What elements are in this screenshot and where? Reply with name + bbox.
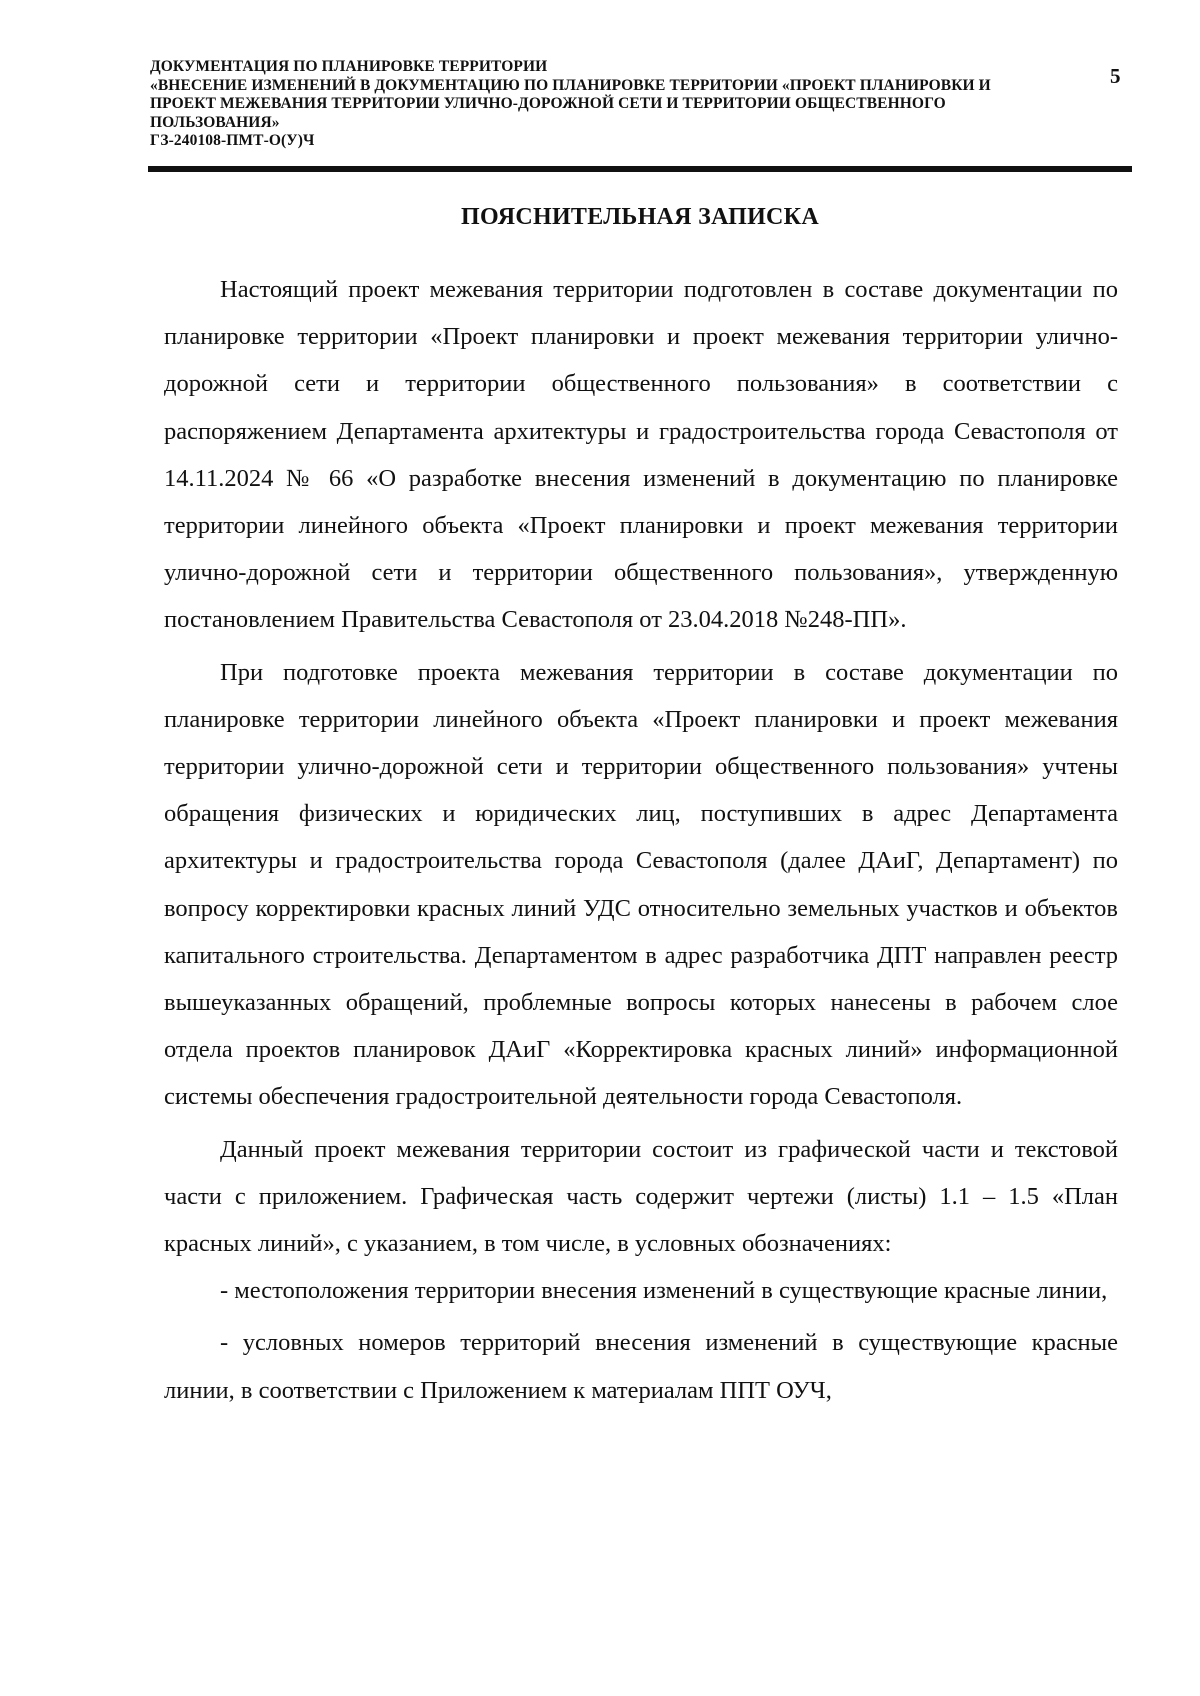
document-code: ГЗ-240108-ПМТ-О(У)Ч <box>150 132 315 149</box>
document-body <box>164 266 1118 1414</box>
header-divider <box>148 166 1132 172</box>
header-line: ДОКУМЕНТАЦИЯ ПО ПЛАНИРОВКЕ ТЕРРИТОРИИ <box>150 58 548 75</box>
paragraph: Настоящий проект межевания территории подготовлен в составе документации по планировке территории «Проект планировки и проект межевания территории улично-дорожной сети и территории общественного пользования» в соответствии с распоряжением Департамента архитектуры и градостроительства города Севастополя от 14.11.2024 № 66 «О разработке внесения изменений в документацию по планировке территории линейного объекта «Проект планировки и проект межевания территории улично-дорожной сети и территории общественного пользования», утвержденную постановлением Правительства Севастополя от 23.04.2018 №248-ПП». <box>164 276 1118 634</box>
document-header <box>150 58 1070 151</box>
list-item: - местоположения территории внесения изменений в существующие красные линии, <box>220 1277 1108 1305</box>
header-line: ПРОЕКТ МЕЖЕВАНИЯ ТЕРРИТОРИИ УЛИЧНО-ДОРОЖНОЙ СЕТИ И ТЕРРИТОРИИ ОБЩЕСТВЕННОГО <box>150 95 946 112</box>
paragraph: При подготовке проекта межевания территории в составе документации по планировке территории линейного объекта «Проект планировки и проект межевания территории улично-дорожной сети и территории общественного пользования» учтены обращения физических и юридических лиц, поступивших в адрес Департамента архитектуры и градостроительства города Севастополя (далее ДАиГ, Департамент) по вопросу корректировки красных линий УДС относительно земельных участков и объектов капитального строительства. Департаментом в адрес разработчика ДПТ направлен реестр вышеуказанных обращений, проблемные вопросы которых нанесены в рабочем слое отдела проектов планировок ДАиГ «Корректировка красных линий» информационной системы обеспечения градостроительной деятельности города Севастополя. <box>164 658 1118 1111</box>
header-line: «ВНЕСЕНИЕ ИЗМЕНЕНИЙ В ДОКУМЕНТАЦИЮ ПО ПЛАНИРОВКЕ ТЕРРИТОРИИ «ПРОЕКТ ПЛАНИРОВКИ И <box>150 76 991 94</box>
section-title: ПОЯСНИТЕЛЬНАЯ ЗАПИСКА <box>460 204 820 230</box>
page-number: 5 <box>1110 64 1121 88</box>
paragraph: Данный проект межевания территории состоит из графической части и текстовой части с приложением. Графическая часть содержит чертежи (листы) 1.1 – 1.5 «План красных линий», с указанием, в том числе, в условных обозначениях: <box>164 1135 1118 1258</box>
list-item: - условных номеров территорий внесения изменений в существующие красные линии, в соответствии с Приложением к материалам ППТ ОУЧ, <box>164 1329 1118 1404</box>
header-line: ПОЛЬЗОВАНИЯ» <box>150 113 280 131</box>
